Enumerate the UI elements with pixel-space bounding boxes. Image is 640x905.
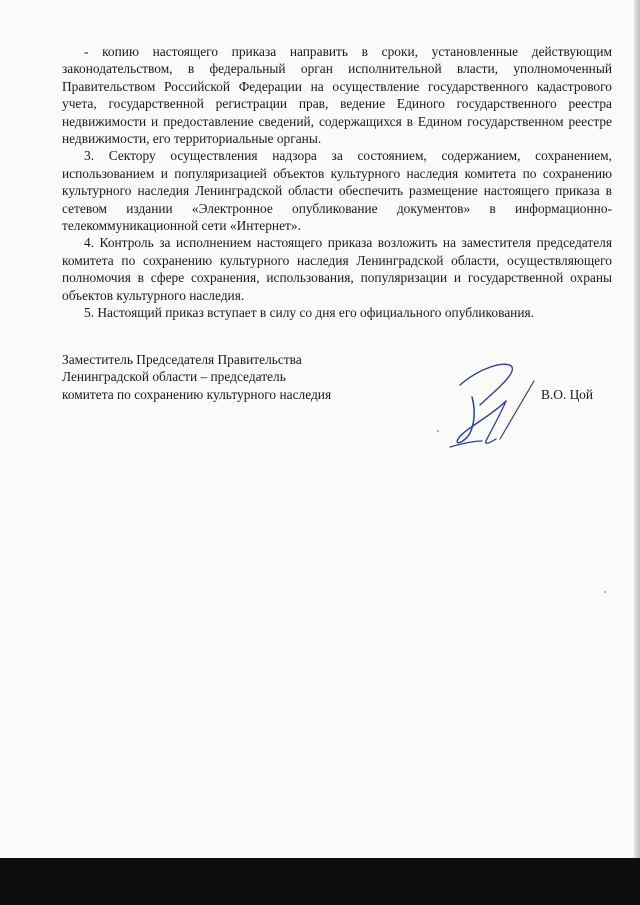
handwritten-signature [430,355,560,455]
document-body [62,43,612,322]
signer-name: В.О. Цой [541,387,593,402]
signatory-position [62,351,331,403]
scan-speck [604,591,606,593]
paragraph-item-5: 5. Настоящий приказ вступает в силу со дня его официального опубликования. [84,305,534,321]
position-line: Заместитель Председателя Правительства [62,352,302,367]
position-line: Ленинградской области – председатель [62,369,286,385]
position-line: комитета по сохранению культурного наследия [62,386,332,402]
scan-speck [437,430,439,432]
scan-bottom-border [0,858,640,905]
paragraph-item-3: 3. Сектору осуществления надзора за состоянием, содержанием, сохранением, использованием и популяризацией объектов культурного наследия комитета по сохранению культурного наследия Ленинградской области обеспечить размещение настоящего приказа в сетевом издании «Электронное опубликование документов» в информационно-телекоммуникационной сети «Интернет». [62,148,612,234]
scan-page-edge [634,0,640,858]
paragraph-item-4: 4. Контроль за исполнением настоящего приказа возложить на заместителя председателя комитета по сохранению культурного наследия Ленинградской области, осуществляющего полномочия в сфере сохранения, использования, популяризации и государственной охраны объектов культурного наследия. [62,235,612,303]
paragraph-copy-directive: - копию настоящего приказа направить в сроки, установленные действующим законодательством, в федеральный орган исполнительной власти, уполномоченный Правительством Российской Федерации на осуществление государственного кадастрового учета, государственной регистрации прав, ведение Единого государственного реестра недвижимости и предоставление сведений, содержащихся в Едином государственном реестре недвижимости, его территориальные органы. [62,44,612,147]
